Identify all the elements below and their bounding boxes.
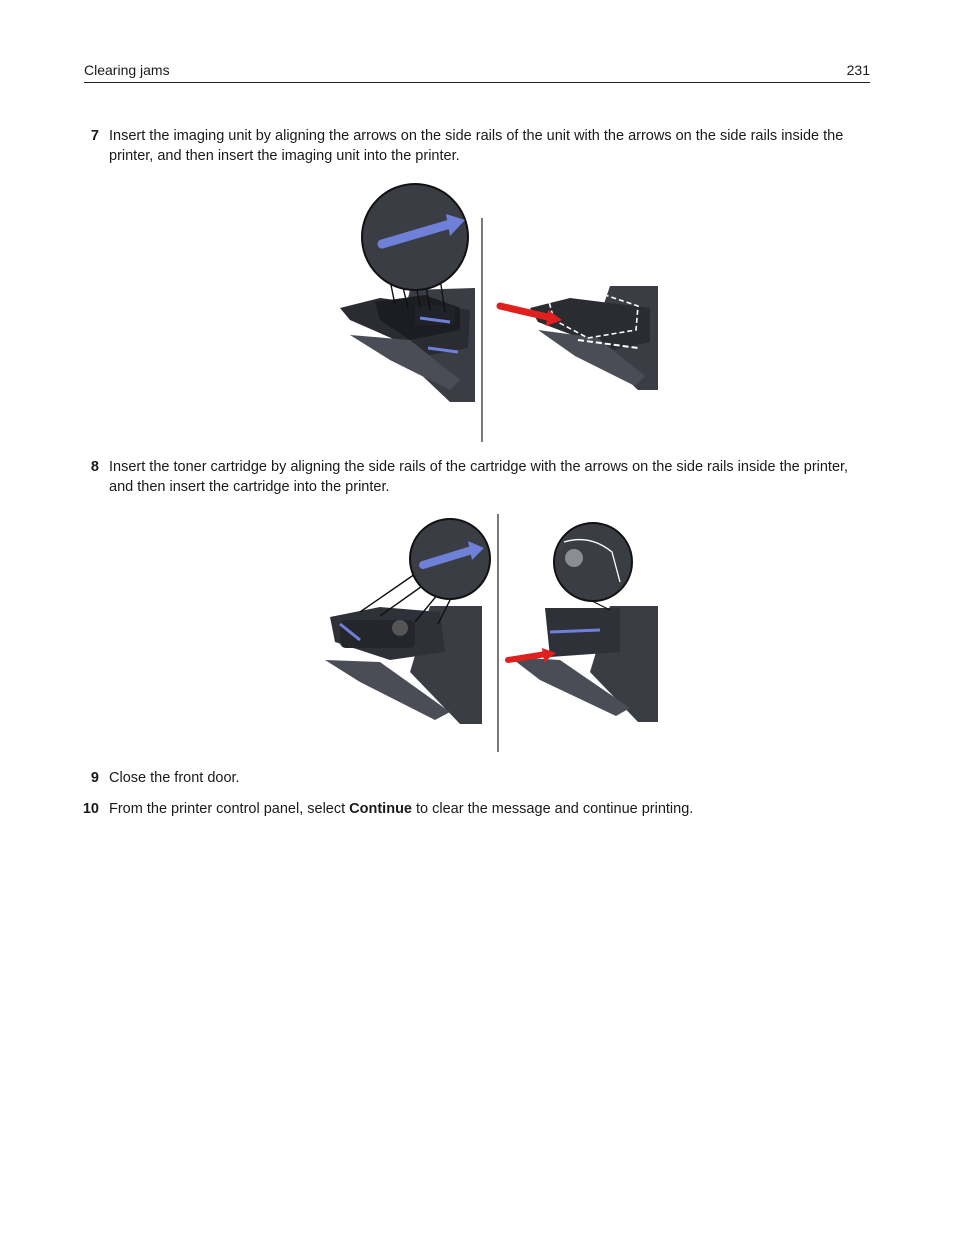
step-text-after: to clear the message and continue printing.	[412, 801, 694, 817]
step-text-before: From the printer control panel, select	[109, 801, 350, 817]
section-title: Clearing jams	[84, 62, 170, 78]
page-number: 231	[846, 62, 870, 78]
step-number: 10	[82, 801, 99, 817]
magnifier-callout	[362, 184, 468, 290]
step-number: 7	[90, 128, 99, 144]
magnifier-callout-right	[554, 523, 632, 610]
step-text: Insert the toner cartridge by aligning the side rails of the cartridge with the arrows on the side rails inside the printer, and then insert the cartridge into the printer.	[109, 459, 849, 495]
step-9	[90, 768, 874, 788]
continue-label: Continue	[349, 801, 412, 817]
imaging-unit-insertion-illustration	[320, 180, 670, 445]
step-8	[90, 457, 874, 497]
step-10	[82, 799, 874, 819]
printer-right	[508, 606, 658, 722]
step-number: 9	[90, 770, 99, 786]
printer-left	[325, 606, 482, 724]
toner-cartridge-insertion-illustration	[320, 512, 670, 757]
magnifier-callout	[410, 519, 490, 599]
step-7	[90, 126, 874, 166]
page-header	[84, 60, 870, 83]
printer-right	[500, 286, 658, 390]
step-text: Close the front door.	[109, 770, 240, 786]
step-number: 8	[90, 459, 99, 475]
step-text: Insert the imaging unit by aligning the arrows on the side rails of the unit with the arrows on the side rails inside the printer, and then insert the imaging unit into the printer.	[109, 128, 844, 164]
